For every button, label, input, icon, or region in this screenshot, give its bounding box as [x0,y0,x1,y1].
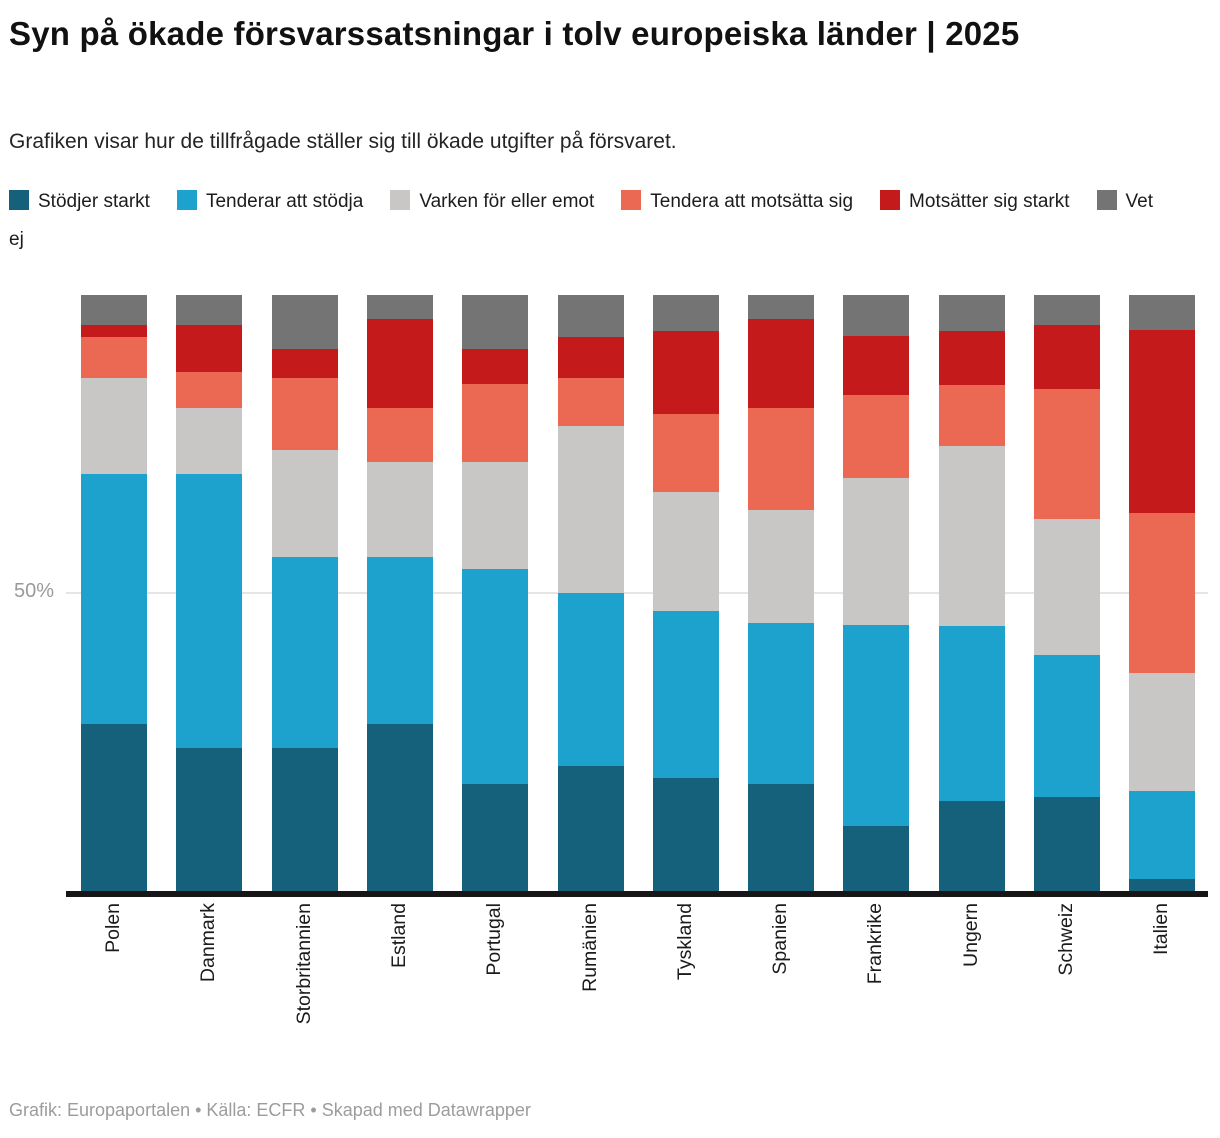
bar-segment[interactable] [81,474,147,724]
x-axis-label-text: Schweiz [1055,903,1077,976]
x-axis-label-text: Italien [1150,903,1172,956]
legend-label: Motsätter sig starkt [909,191,1070,212]
x-axis-label [1149,903,1175,1078]
bar-portugal [462,295,528,891]
bar-segment[interactable] [653,778,719,891]
x-axis-label-text: Portugal [483,903,505,976]
bar-segment[interactable] [462,295,528,349]
bar-segment[interactable] [558,593,624,766]
bar-segment[interactable] [558,378,624,426]
bar-segment[interactable] [272,295,338,349]
bar-danmark [176,295,242,891]
bar-segment[interactable] [748,784,814,891]
bar-segment[interactable] [176,372,242,408]
bar-segment[interactable] [176,748,242,891]
legend-item [621,191,853,212]
bar-segment[interactable] [462,462,528,569]
x-axis-label [482,903,508,1078]
x-axis-label-text: Frankrike [864,903,886,985]
legend-item [880,191,1070,212]
x-axis-label [768,903,794,1078]
bar-segment[interactable] [939,626,1005,801]
bar-segment[interactable] [367,462,433,557]
bar-ungern [939,295,1005,891]
x-axis-label [1054,903,1080,1078]
bar-segment[interactable] [176,408,242,474]
bar-segment[interactable] [367,724,433,891]
bar-segment[interactable] [272,748,338,891]
x-axis-label-text: Estland [388,903,410,969]
bar-segment[interactable] [1129,879,1195,891]
bar-segment[interactable] [1129,673,1195,791]
bar-segment[interactable] [558,337,624,378]
bar-segment[interactable] [176,295,242,325]
bar-segment[interactable] [462,349,528,384]
x-axis-label-text: Danmark [197,903,219,983]
bar-segment[interactable] [653,492,719,611]
bar-segment[interactable] [1129,295,1195,330]
x-axis-label-text: Storbritannien [293,903,315,1025]
bar-segment[interactable] [748,623,814,784]
bar-segment[interactable] [653,414,719,492]
bar-segment[interactable] [1129,513,1195,673]
bar-spanien [748,295,814,891]
x-axis-label [578,903,604,1078]
bar-segment[interactable] [176,325,242,372]
legend-label: Vet ej [9,191,1154,250]
bar-segment[interactable] [462,569,528,784]
legend-item [177,191,363,212]
bar-segment[interactable] [367,408,433,462]
bar-segment[interactable] [843,336,909,395]
x-axis-label-text: Polen [102,903,124,953]
bar-segment[interactable] [939,446,1005,626]
bar-segment[interactable] [1034,325,1100,389]
bar-tyskland [653,295,719,891]
x-axis-line [66,891,1208,897]
bar-segment[interactable] [272,557,338,748]
bar-segment[interactable] [558,426,624,593]
bar-segment[interactable] [843,625,909,826]
bar-segment[interactable] [558,766,624,891]
x-axis-label [863,903,889,1078]
y-axis-tick-label: 50% [13,580,54,602]
bar-segment[interactable] [939,801,1005,891]
bar-segment[interactable] [653,611,719,778]
legend-item [390,191,594,212]
bar-segment[interactable] [367,557,433,724]
bar-segment[interactable] [81,325,147,337]
legend-swatch-icon [621,190,641,210]
legend-swatch-icon [390,190,410,210]
bar-segment[interactable] [843,826,909,891]
legend-swatch-icon [880,190,900,210]
bar-segment[interactable] [939,331,1005,385]
x-axis-label-text: Rumänien [579,903,601,992]
x-axis-label [959,903,985,1078]
bar-segment[interactable] [748,408,814,510]
bar-segment[interactable] [1034,389,1100,519]
bar-storbritannien [272,295,338,891]
bar-segment[interactable] [272,450,338,557]
x-axis-label-text: Spanien [769,903,791,975]
bar-segment[interactable] [367,319,433,408]
legend-label: Stödjer starkt [38,191,150,212]
x-axis-label [292,903,318,1078]
bar-segment[interactable] [558,295,624,337]
bar-segment[interactable] [462,384,528,462]
x-axis-label [673,903,699,1078]
legend-swatch-icon [177,190,197,210]
bar-segment[interactable] [272,349,338,378]
bar-rumänien [558,295,624,891]
bar-segment[interactable] [462,784,528,891]
x-axis-label [196,903,222,1078]
legend-swatch-icon [9,190,29,210]
legend [9,183,1159,259]
bar-polen [81,295,147,891]
bar-segment[interactable] [653,295,719,331]
bar-segment[interactable] [939,295,1005,331]
legend-label: Tendera att motsätta sig [650,191,854,212]
bar-segment[interactable] [81,724,147,891]
bar-estland [367,295,433,891]
legend-label: Varken för eller emot [419,191,595,212]
bar-segment[interactable] [81,378,147,474]
bar-segment[interactable] [653,331,719,414]
bar-segment[interactable] [748,319,814,408]
bar-segment[interactable] [176,474,242,748]
bar-segment[interactable] [1034,519,1100,655]
bar-segment[interactable] [843,395,909,478]
legend-item [9,191,150,212]
legend-swatch-icon [1097,190,1117,210]
bar-frankrike [843,295,909,891]
x-axis-label-text: Ungern [960,903,982,967]
legend-label: Tenderar att stödja [205,191,364,212]
bar-segment[interactable] [81,337,147,378]
x-axis-label [387,903,413,1078]
bar-segment[interactable] [367,295,433,319]
bar-segment[interactable] [843,478,909,625]
bar-segment[interactable] [748,510,814,623]
chart-subtitle: Grafiken visar hur de tillfrågade ställer sig till ökade utgifter på försvaret. [9,130,677,153]
bar-segment[interactable] [1129,791,1195,879]
bar-segment[interactable] [1034,655,1100,797]
bar-segment[interactable] [1034,797,1100,891]
bar-segment[interactable] [748,295,814,319]
bar-segment[interactable] [843,295,909,336]
x-axis-label-text: Tyskland [674,903,696,980]
x-axis-label [101,903,127,1078]
chart-title: Syn på ökade försvarssatsningar i tolv europeiska länder | 2025 [9,15,1020,52]
bar-segment[interactable] [81,295,147,325]
bar-segment[interactable] [939,385,1005,446]
bar-italien [1129,295,1195,891]
bar-schweiz [1034,295,1100,891]
bar-segment[interactable] [1034,295,1100,325]
bar-segment[interactable] [1129,330,1195,513]
chart-footer: Grafik: Europaportalen • Källa: ECFR • Skapad med Datawrapper [9,1100,531,1120]
bar-segment[interactable] [272,378,338,450]
